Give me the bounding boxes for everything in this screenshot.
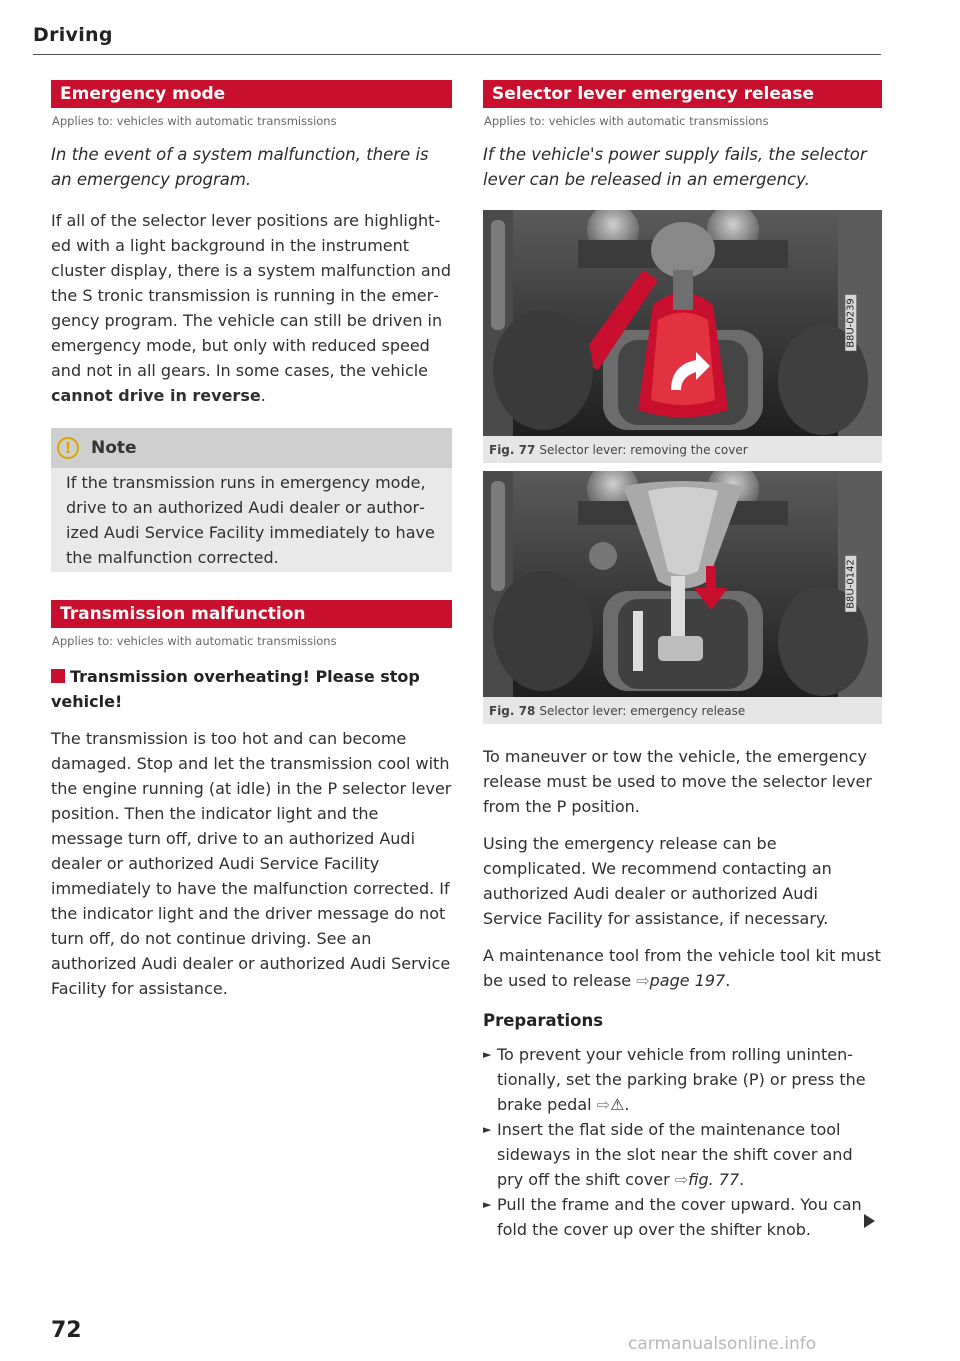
warning-text: Transmission overheating! Please stop vehicle! (51, 667, 420, 711)
figure-image-gear-cover (483, 210, 882, 436)
figure-caption (483, 436, 882, 463)
figure-code: B8U-0239 (846, 295, 857, 351)
punctuation: . (260, 386, 266, 405)
body-text: If all of the selector lever positions are highlighted with a light background in the instrument cluster display, there is a system malfunction and the S tronic transmission is running in the emergency program. The vehicle can still be driven in emergency mode, but only with reduced speed and not in all gears. In some cases, the vehicle (51, 211, 451, 380)
note-box (51, 428, 452, 572)
figure-78 (483, 471, 882, 724)
list-item (483, 1042, 882, 1117)
gear-shifter-cover-illustration (483, 210, 882, 436)
page-number: 72 (51, 1318, 82, 1343)
list-item (483, 1192, 882, 1242)
step-text: Pull the frame and the cover upward. You can fold the cover up over the shifter knob. (497, 1195, 862, 1239)
bullet-icon: ► (483, 1048, 492, 1061)
figure-reference-link[interactable]: fig. 77 (688, 1170, 740, 1189)
paragraph-2: Using the emergency release can be complicated. We recommend contacting an authorized Audi dealer or authorized Audi Service Facility for assistance, if necessary. (483, 834, 832, 928)
malfunction-body: The transmission is too hot and can become damaged. Stop and let the transmission cool with the engine running (at idle) in the P selector lever position. Then the indicator light and the message turn off, drive to an authorized Audi dealer or authorized Audi Service Facility immediately to have the malfunction corrected. If the indicator light and the driver message do not turn off, do not continue driving. See an authorized Audi dealer or authorized Audi Service Facility for assistance. (51, 729, 452, 998)
page-reference-link[interactable]: page 197 (649, 971, 726, 990)
paragraph-3 (483, 943, 882, 993)
note-header (51, 428, 452, 468)
step-text: To prevent your vehicle from rolling unintentionally, set the parking brake (497, 1045, 854, 1089)
applies-to-text: Applies to: vehicles with automatic transmissions (52, 114, 337, 128)
warning-triangle-icon[interactable]: ⚠ (610, 1095, 625, 1114)
section-title-emergency-mode: Emergency mode (51, 80, 452, 108)
intro-text: In the event of a system malfunction, there is an emergency program. (51, 145, 429, 189)
page-header (33, 24, 881, 55)
step-text: Insert the flat side of the maintenance tool sideways in the slot near the shift cover and pry off the shift cover (497, 1120, 853, 1189)
figure-code: B8U-0142 (846, 556, 857, 612)
list-item (483, 1117, 882, 1192)
paragraph-1: To maneuver or tow the vehicle, the emergency release must be used to move the selector lever from the P position. (483, 747, 872, 816)
right-column (483, 80, 882, 1242)
bullet-icon: ► (483, 1123, 492, 1136)
reference-arrow-icon: ⇨ (674, 1170, 689, 1189)
figure-77 (483, 210, 882, 463)
section-title-transmission-malfunction: Transmission malfunction (51, 600, 452, 628)
applies-to-text: Applies to: vehicles with automatic transmissions (52, 634, 337, 648)
reference-arrow-icon: ⇨ (636, 971, 650, 990)
body-paragraph (51, 208, 452, 408)
punctuation: . (725, 971, 731, 990)
continue-arrow-icon (864, 1214, 875, 1228)
figure-number: Fig. 77 (489, 443, 536, 457)
figure-number: Fig. 78 (489, 704, 536, 718)
caption-text: Selector lever: emergency release (539, 704, 746, 718)
left-column (51, 80, 452, 1001)
warning-light-icon (51, 669, 65, 683)
applies-to-text: Applies to: vehicles with automatic transmissions (484, 114, 769, 128)
info-exclamation-icon: ! (57, 437, 79, 459)
figure-image-emergency-release (483, 471, 882, 697)
preparation-steps (483, 1042, 882, 1242)
figure-caption (483, 697, 882, 724)
note-text: If the transmission runs in emergency mode, drive to an authorized Audi dealer or authorized Audi Service Facility immediately to have the malfunction corrected. (66, 473, 435, 567)
preparations-heading: Preparations (483, 1011, 604, 1030)
chapter-title: Driving (33, 24, 113, 46)
reference-arrow-icon: ⇨ (596, 1095, 611, 1114)
note-title: Note (91, 438, 137, 458)
step-text: or press the brake pedal (497, 1070, 866, 1114)
caption-text: Selector lever: removing the cover (539, 443, 748, 457)
text: A maintenance tool from the vehicle tool kit must be used to release (483, 946, 881, 990)
emergency-release-illustration (483, 471, 882, 697)
bullet-icon: ► (483, 1198, 492, 1211)
watermark: carmanualsonline.info (628, 1334, 817, 1354)
warning-heading (51, 664, 452, 714)
punctuation: . (624, 1095, 630, 1114)
bold-text: cannot drive in reverse (51, 386, 261, 405)
intro-text: If the vehicle's power supply fails, the selector lever can be released in an emergency. (483, 145, 867, 189)
section-title-emergency-release: Selector lever emergency release (483, 80, 882, 108)
punctuation: . (739, 1170, 745, 1189)
parking-brake-symbol: (P) (742, 1070, 765, 1089)
